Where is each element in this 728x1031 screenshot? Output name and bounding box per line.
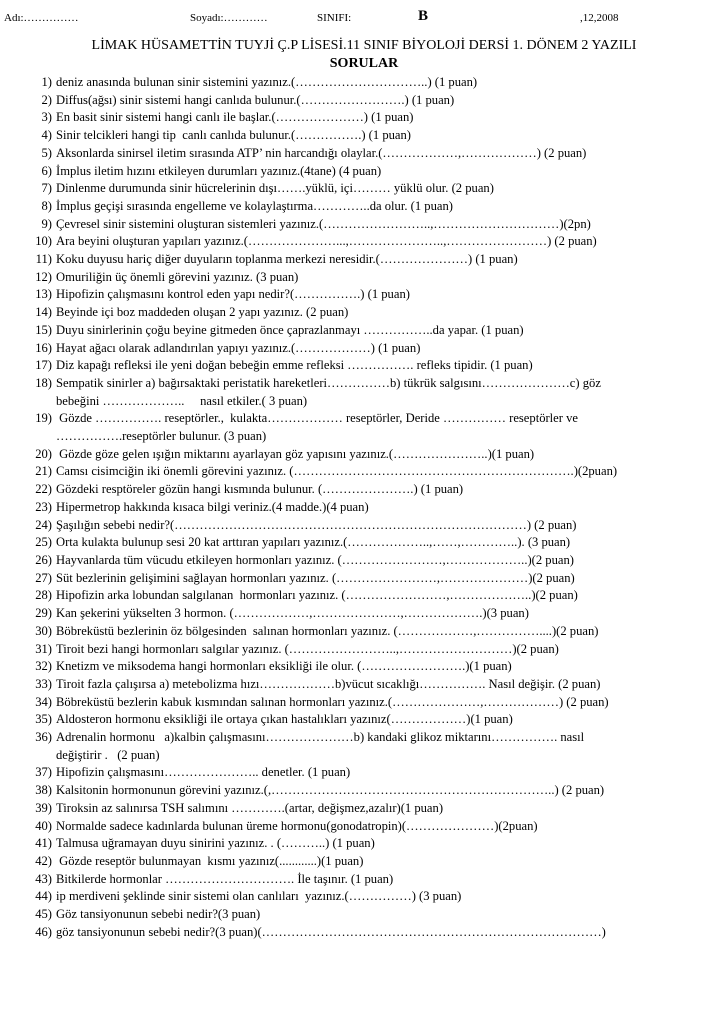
question-item [0, 410, 728, 445]
question-text: Orta kulakta bulunup sesi 20 kat arttıran yapıları yazınız.(………………..,……,…………..). (3 puan) [56, 535, 571, 550]
surname-field-label: Soyadı:………… [190, 12, 268, 24]
question-text: Göz tansiyonunun sebebi nedir?(3 puan) [56, 907, 261, 922]
question-number: 3) [41, 110, 52, 125]
question-item [0, 251, 728, 269]
question-number: 26) [35, 552, 52, 567]
question-number: 36) [35, 730, 52, 745]
question-number: 32) [35, 659, 52, 674]
question-number: 15) [35, 322, 52, 337]
question-item [0, 340, 728, 358]
question-text: Aksonlarda sinirsel iletim sırasında ATP’ nin harcandığı olaylar.(………………,………………) (2 puan) [56, 145, 587, 160]
question-number: 46) [35, 924, 52, 939]
question-item [0, 605, 728, 623]
question-number: 8) [41, 198, 52, 213]
question-text: Kalsitonin hormonunun görevini yazınız.(,…………………………………………………………..) (2 puan) [56, 783, 605, 798]
question-item [0, 74, 728, 92]
question-item [0, 570, 728, 588]
question-number: 23) [35, 499, 52, 514]
question-text: Şaşılığın sebebi nedir?(…………………………………………………………………………) (2 puan) [56, 517, 577, 532]
question-number: 16) [35, 340, 52, 355]
question-text: Adrenalin hormonu a)kalbin çalışmasını…………………b) kandaki glikoz miktarını……………. nasıl [56, 730, 585, 745]
question-text: Beyinde içi boz maddeden oluşan 2 yapı yazınız. (2 puan) [56, 305, 349, 320]
question-item [0, 782, 728, 800]
question-number: 39) [35, 800, 52, 815]
question-text: Talmusa uğramayan duyu sinirini yazınız. . (………..) (1 puan) [56, 836, 375, 851]
question-item [0, 818, 728, 836]
question-text: Diffus(ağsı) sinir sistemi hangi canlıda bulunur.(…………………….) (1 puan) [56, 92, 455, 107]
question-item [0, 322, 728, 340]
question-item [0, 446, 728, 464]
question-number: 37) [35, 765, 52, 780]
question-item [0, 906, 728, 924]
question-text: Omuriliğin üç önemli görevini yazınız. (3 puan) [56, 269, 299, 284]
question-number: 34) [35, 694, 52, 709]
question-text: Knetizm ve miksodema hangi hormonları eksikliği ile olur. (…………………….)(1 puan) [56, 659, 512, 674]
question-number: 21) [35, 464, 52, 479]
question-text: Camsı cisimciğin iki önemli görevini yazınız. (………………………………………………………….)(2puan) [56, 464, 618, 479]
question-number: 35) [35, 712, 52, 727]
question-item [0, 163, 728, 181]
question-text: Hayvanlarda tüm vücudu etkileyen hormonları yazınız. (……………………,………………..)(2 puan) [56, 552, 574, 567]
question-text: Hipofizin arka lobundan salgılanan hormonları yazınız. (……………………,………………..)(2 puan) [56, 588, 578, 603]
question-item [0, 127, 728, 145]
question-number: 14) [35, 305, 52, 320]
question-text: İmplus geçişi sırasında engelleme ve kolaylaştırma…………..da olur. (1 puan) [56, 198, 453, 213]
question-text: Hipofizin çalışmasını………………….. denetler. (1 puan) [56, 765, 351, 780]
question-item [0, 109, 728, 127]
question-number: 2) [41, 92, 52, 107]
question-text: Süt bezlerinin gelişimini sağlayan hormonları yazınız. (……………………,…………………)(2 puan) [56, 570, 575, 585]
question-number: 12) [35, 269, 52, 284]
question-number: 7) [41, 181, 52, 196]
question-item [0, 286, 728, 304]
class-value: B [418, 8, 429, 24]
question-text: Böbreküstü bezlerinin öz bölgesinden salınan hormonları yazınız. (………………,……………....)(2 puan) [56, 623, 599, 638]
question-text: deniz anasında bulunan sinir sistemini yazınız.(…………………………..) (1 puan) [56, 75, 478, 89]
question-item [0, 552, 728, 570]
exam-date: ,12,2008 [580, 12, 619, 24]
question-text-continued: değiştirir . (2 puan) [56, 747, 160, 762]
question-text: Kan şekerini yükselten 3 hormon. (………………,…………………,……………….)(3 puan) [56, 606, 529, 621]
question-item [0, 888, 728, 906]
question-number: 30) [35, 623, 52, 638]
question-item [0, 534, 728, 552]
question-text-continued: …………….reseptörler bulunur. (3 puan) [56, 429, 267, 444]
question-text: Bitkilerde hormonlar …………………………. İle taşınır. (1 puan) [56, 871, 394, 886]
question-item [0, 623, 728, 641]
question-text: En basit sinir sistemi hangi canlı ile başlar.(…………………) (1 puan) [56, 110, 414, 125]
question-text: Hipofizin çalışmasını kontrol eden yapı nedir?(…………….) (1 puan) [56, 287, 410, 302]
question-text: Normalde sadece kadınlarda bulunan üreme hormonu(gonodatropin)(…………………)(2puan) [56, 818, 538, 833]
question-item [0, 304, 728, 322]
question-number: 31) [35, 641, 52, 656]
question-number: 11) [35, 252, 52, 267]
question-item [0, 800, 728, 818]
question-item [0, 92, 728, 110]
question-item [0, 233, 728, 251]
question-item [0, 481, 728, 499]
question-item [0, 587, 728, 605]
question-text: Tiroit bezi hangi hormonları salgılar yazınız. (……………………..,………………………)(2 puan) [56, 641, 559, 656]
question-text: Çevresel sinir sistemini oluşturan sistemleri yazınız.(……………………..,…………………………)(2pn) [56, 216, 591, 231]
question-text: Tiroit fazla çalışırsa a) metebolizma hızı………………b)vücut sıcaklığı……………. Nasıl değişir. (2 puan) [56, 676, 601, 691]
question-item [0, 180, 728, 198]
question-item [0, 375, 728, 410]
question-number: 9) [41, 216, 52, 231]
question-text: Gözde ……………. reseptörler., kulakta……………… reseptörler, Deride …………… reseptörler ve [56, 411, 579, 426]
question-text: Tiroksin az salınırsa TSH salımını ………….(artar, değişmez,azalır)(1 puan) [56, 800, 444, 815]
question-number: 42) [35, 853, 52, 868]
question-item [0, 463, 728, 481]
question-number: 24) [35, 517, 52, 532]
question-number: 33) [35, 676, 52, 691]
question-item [0, 499, 728, 517]
question-item [0, 216, 728, 234]
question-text: Hayat ağacı olarak adlandırılan yapıyı yazınız.(………………) (1 puan) [56, 340, 421, 355]
question-number: 13) [35, 287, 52, 302]
question-number: 41) [35, 836, 52, 851]
question-item [0, 871, 728, 889]
question-item [0, 517, 728, 535]
question-text: Ara beyini oluşturan yapıları yazınız.(…………………...,…………………..,……………………) (2 puan) [56, 234, 597, 249]
question-number: 40) [35, 818, 52, 833]
question-number: 19) [35, 411, 52, 426]
question-item [0, 676, 728, 694]
question-number: 18) [35, 375, 52, 390]
header-row [0, 8, 728, 30]
question-item [0, 711, 728, 729]
name-field-label: Adı:…………… [4, 12, 79, 24]
question-text: Diz kapağı refleksi ile yeni doğan bebeğin emme refleksi ……………. refleks tipidir. (1 puan) [56, 358, 533, 373]
question-number: 20) [35, 446, 52, 461]
question-item [0, 694, 728, 712]
question-text: ip merdiveni şeklinde sinir sistemi olan canlıları yazınız.(……………) (3 puan) [56, 889, 462, 904]
question-text: İmplus iletim hızını etkileyen durumları yazınız.(4tane) (4 puan) [56, 163, 382, 178]
question-item [0, 641, 728, 659]
question-number: 4) [41, 128, 52, 143]
question-item [0, 658, 728, 676]
question-text: Gözde göze gelen ışığın miktarını ayarlayan göz yapısını yazınız.(…………………..)(1 puan) [56, 446, 535, 461]
question-list [0, 74, 728, 941]
question-item [0, 357, 728, 375]
question-number: 25) [35, 535, 52, 550]
question-text: Duyu sinirlerinin çoğu beyine gitmeden önce çaprazlanmayı ……………..da yapar. (1 puan) [56, 322, 524, 337]
question-item [0, 145, 728, 163]
question-text: Aldosteron hormonu eksikliği ile ortaya çıkan hastalıkları yazınız(………………)(1 puan) [56, 712, 513, 727]
question-item [0, 835, 728, 853]
question-text: Sinir telcikleri hangi tip canlı canlıda bulunur.(…………….) (1 puan) [56, 128, 411, 143]
question-text-continued: bebeğini ……………….. nasıl etkiler.( 3 puan) [56, 393, 308, 408]
questions-heading: SORULAR [329, 56, 399, 71]
question-number: 5) [41, 145, 52, 160]
exam-title: LİMAK HÜSAMETTİN TUYJİ Ç.P LİSESİ.11 SINIF BİYOLOJİ DERSİ 1. DÖNEM 2 YAZILI [91, 38, 637, 53]
question-number: 6) [41, 163, 52, 178]
question-item [0, 269, 728, 287]
question-text: Hipermetrop hakkında kısaca bilgi veriniz.(4 madde.)(4 puan) [56, 499, 369, 514]
question-number: 45) [35, 907, 52, 922]
question-number: 29) [35, 606, 52, 621]
question-number: 43) [35, 871, 52, 886]
question-text: Böbreküstü bezlerin kabuk kısmından salınan hormonları yazınız.(…………………,………………) (2 puan) [56, 694, 609, 709]
question-number: 44) [35, 889, 52, 904]
question-number: 28) [35, 588, 52, 603]
question-item [0, 198, 728, 216]
question-text: Sempatik sinirler a) bağırsaktaki peristatik hareketleri……………b) tükrük salgısını…………………c) göz [56, 375, 601, 390]
question-text: göz tansiyonunun sebebi nedir?(3 puan)(………………………………………………………………………) [56, 924, 606, 939]
question-text: Koku duyusu hariç diğer duyuların toplanma merkezi neresidir.(…………………) (1 puan) [56, 252, 518, 267]
question-text: Gözdeki resptöreler gözün hangi kısmında bulunur. (………………….) (1 puan) [56, 482, 464, 497]
question-item [0, 729, 728, 764]
question-text: Gözde reseptör bulunmayan kısmı yazınız(............)(1 puan) [56, 853, 364, 868]
question-item [0, 924, 728, 942]
class-label: SINIFI: [317, 12, 352, 24]
question-number: 38) [35, 783, 52, 798]
question-item [0, 853, 728, 871]
question-text: Dinlenme durumunda sinir hücrelerinin dışı…….yüklü, içi……… yüklü olur. (2 puan) [56, 181, 494, 196]
question-number: 17) [35, 358, 52, 373]
question-number: 22) [35, 482, 52, 497]
question-number: 1) [41, 75, 52, 89]
question-item [0, 764, 728, 782]
question-number: 27) [35, 570, 52, 585]
question-number: 10) [35, 234, 52, 249]
